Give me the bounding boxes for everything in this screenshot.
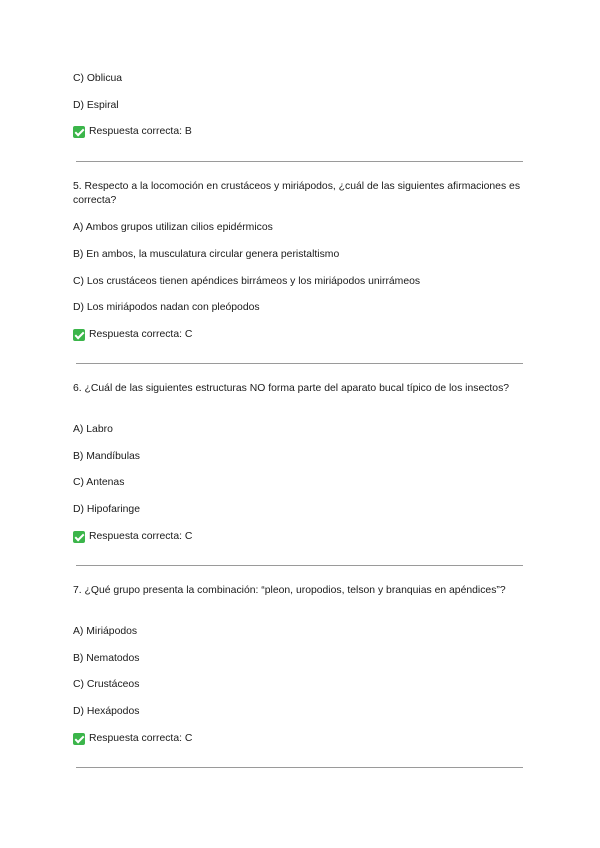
- q6-option-c: C) Antenas: [73, 477, 125, 488]
- divider: [76, 565, 523, 566]
- correct-answer: [73, 125, 523, 139]
- q7-option-c: C) Crustáceos: [73, 679, 140, 690]
- q7-correct-answer-text: Respuesta correcta: C: [89, 733, 193, 744]
- check-mark-icon: [73, 531, 85, 543]
- q5-option-a: A) Ambos grupos utilizan cilios epidérmicos: [73, 222, 273, 233]
- question-7-text: 7. ¿Qué grupo presenta la combinación: “pleon, uropodios, telson y branquias en apéndices”?: [73, 585, 506, 596]
- divider: [76, 161, 523, 162]
- q5-correct-answer-text: Respuesta correcta: C: [89, 329, 193, 340]
- divider: [76, 767, 523, 768]
- q5-option-c: C) Los crustáceos tienen apéndices birrámeos y los miriápodos unirrámeos: [73, 276, 421, 287]
- check-mark-icon: [73, 126, 85, 138]
- q5-correct-answer: [73, 328, 523, 342]
- q6-correct-answer: [73, 530, 523, 544]
- check-mark-icon: [73, 733, 85, 745]
- check-mark-icon: [73, 329, 85, 341]
- q6-option-d: D) Hipofaringe: [73, 504, 140, 515]
- question-6-text: 6. ¿Cuál de las siguientes estructuras NO forma parte del aparato bucal típico de los insectos?: [73, 383, 510, 394]
- q6-correct-answer-text: Respuesta correcta: C: [89, 531, 193, 542]
- q7-correct-answer: [73, 732, 523, 746]
- q6-option-a: A) Labro: [73, 424, 113, 435]
- q6-option-b: B) Mandíbulas: [73, 451, 140, 462]
- q7-option-d: D) Hexápodos: [73, 706, 140, 717]
- q5-option-d: D) Los miriápodos nadan con pleópodos: [73, 302, 260, 313]
- q7-option-a: A) Miriápodos: [73, 626, 138, 637]
- option-d: D) Espiral: [73, 100, 119, 111]
- question-5-text: 5. Respecto a la locomoción en crustáceos y miriápodos, ¿cuál de las siguientes afirmaciones es correcta?: [73, 181, 521, 206]
- q5-option-b: B) En ambos, la musculatura circular genera peristaltismo: [73, 249, 340, 260]
- option-c: C) Oblicua: [73, 73, 123, 84]
- correct-answer-text: Respuesta correcta: B: [89, 126, 192, 137]
- q7-option-b: B) Nematodos: [73, 653, 140, 664]
- divider: [76, 363, 523, 364]
